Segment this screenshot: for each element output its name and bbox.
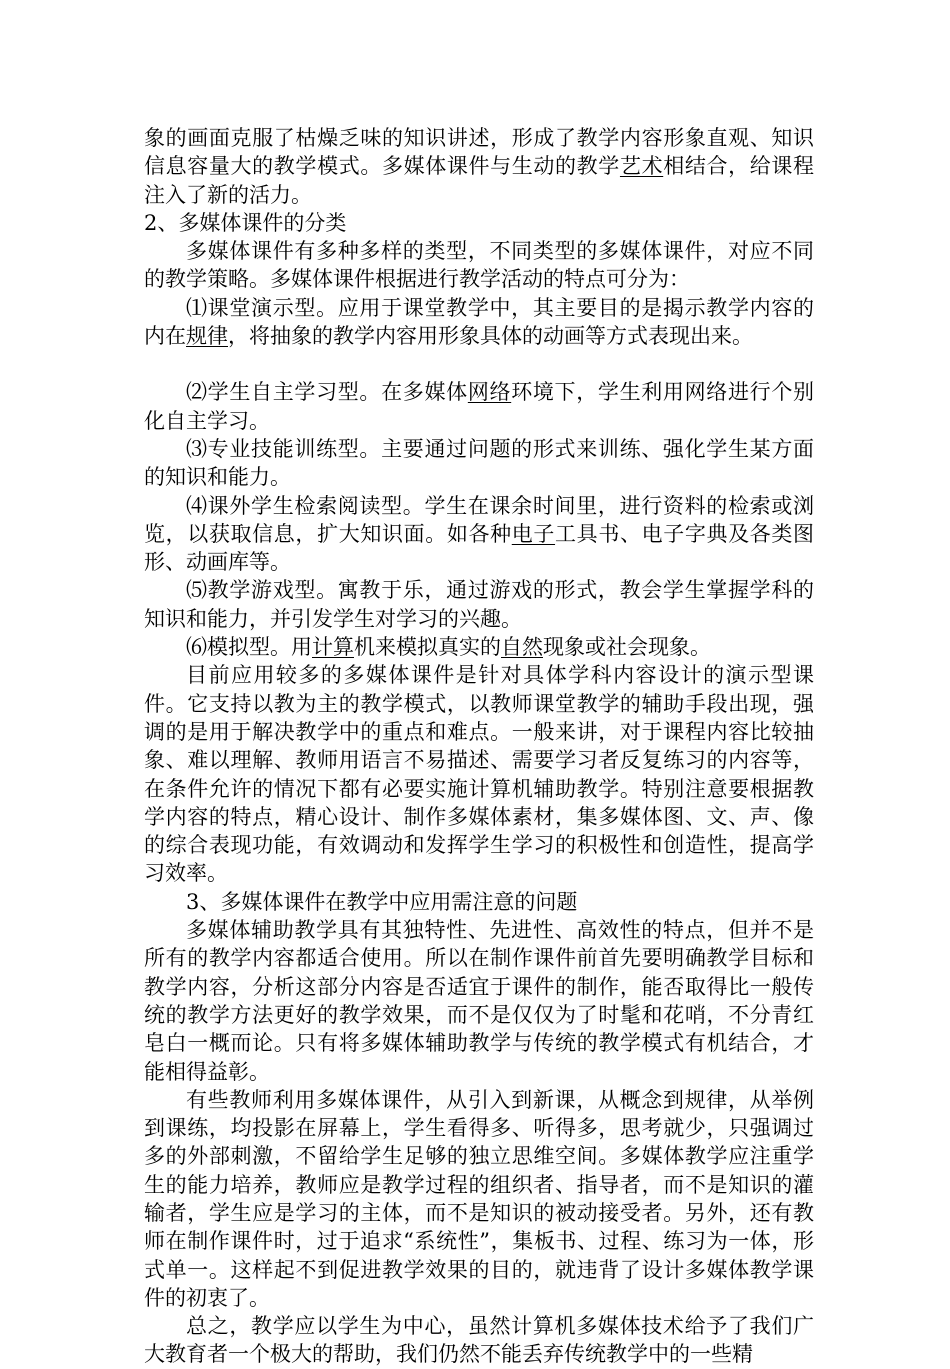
link-computing[interactable]: 计算 — [312, 635, 354, 660]
paragraph-intro — [144, 124, 814, 209]
section-heading-3: 3、多媒体课件在教学中应用需注意的问题 — [186, 889, 578, 914]
list-item-skill-training: ⑶专业技能训练型。主要通过问题的形式来训练、强化学生某方面的知识和能力。 — [144, 436, 814, 490]
list-item-simulation — [144, 633, 814, 661]
list-item-classroom-demo — [144, 294, 814, 351]
list-item-text: 现象或社会现象。 — [543, 635, 711, 660]
link-law[interactable]: 规律 — [186, 324, 228, 349]
list-item-reading — [144, 492, 814, 577]
list-item-text: ⑷课外学生检索阅读型。学生在课余时间里，进行资料的检索或浏览，以获取信息，扩大知识面。如各种 — [144, 493, 814, 546]
paragraph-text: 相结合，给课程注入了新的活力。 — [144, 154, 815, 207]
paragraph-text: 象的画面克服了枯燥乏味的知识讲述，形成了教学内容形象直观、知识信息容量大的教学模式。多媒体课件与生动的教学 — [144, 126, 814, 179]
list-item-text: ⑴课堂演示型。应用于课堂教学中，其主要目的是揭示教学内容的内在 — [144, 295, 814, 349]
link-nature[interactable]: 自然 — [501, 635, 543, 660]
document-body — [144, 124, 814, 1369]
list-item-text: 机来模拟真实的 — [354, 635, 501, 660]
paragraph-teachers: 有些教师利用多媒体课件，从引入到新课，从概念到规律，从举例到课练，均投影在屏幕上，学生看得多、听得多，思考就少，只强调过多的外部刺激，不留给学生足够的独立思维空间。多媒体教学应注重学生的能力培养，教师应是教学过程的组织者、指导者，而不是知识的灌输者，学生应是学习的主体，而不是知识的被动接受者。另外，还有教师在制作课件时，过于追求“系统性”，集板书、过程、练习为一体，形式单一。这样起不到促进教学效果的目的，就违背了设计多媒体教学课件的初衷了。 — [144, 1087, 814, 1310]
list-item-text: ⑵学生自主学习型。在多媒体 — [186, 380, 468, 405]
paragraph-conclusion: 总之，教学应以学生为中心，虽然计算机多媒体技术给予了我们广大教育者一个极大的帮助，我们仍然不能丢弃传统教学中的一些精 — [144, 1314, 814, 1367]
list-item-self-study — [144, 378, 814, 435]
link-art[interactable]: 艺术 — [619, 154, 664, 179]
section-heading-2: 2、多媒体课件的分类 — [144, 210, 347, 235]
list-item-text: ⑹模拟型。用 — [186, 635, 312, 660]
paragraph-demo-courseware: 目前应用较多的多媒体课件是针对具体学科内容设计的演示型课件。它支持以教为主的教学模式，以教师课堂教学的辅助手段出现，强调的是用于解决教学中的重点和难点。一般来讲，对于课程内容比较抽象、难以理解、教师用语言不易描述、需要学习者反复练习的内容等，在条件允许的情况下都有必要实施计算机辅助教学。特别注意要根据教学内容的特点，精心设计、制作多媒体素材，集多媒体图、文、声、像的综合表现功能，有效调动和发挥学生学习的积极性和创造性，提高学习效率。 — [144, 663, 814, 886]
list-item-text: ，将抽象的教学内容用形象具体的动画等方式表现出来。 — [228, 324, 753, 349]
link-electronic[interactable]: 电子 — [511, 521, 556, 546]
list-item-game: ⑸教学游戏型。寓教于乐，通过游戏的形式，教会学生掌握学科的知识和能力，并引发学生对学习的兴趣。 — [144, 578, 814, 631]
list-item-text: 工具书、电子字典及各类图形、动画库等。 — [144, 521, 815, 575]
list-item-text: 环境下，学生利用网络进行个别化自主学习。 — [144, 380, 815, 433]
blank-line — [144, 350, 814, 378]
paragraph-features: 多媒体辅助教学具有其独特性、先进性、高效性的特点，但并不是所有的教学内容都适合使用。所以在制作课件前首先要明确教学目标和教学内容，分析这部分内容是否适宜于课件的制作，能否取得比一般传统的教学方法更好的教学效果，而不是仅仅为了时髦和花哨，不分青红皂白一概而论。只有将多媒体辅助教学与传统的教学模式有机结合，才能相得益彰。 — [144, 918, 814, 1084]
link-network[interactable]: 网络 — [467, 380, 512, 405]
paragraph-classification: 多媒体课件有多种多样的类型，不同类型的多媒体课件，对应不同的教学策略。多媒体课件根据进行教学活动的特点可分为： — [144, 239, 814, 292]
